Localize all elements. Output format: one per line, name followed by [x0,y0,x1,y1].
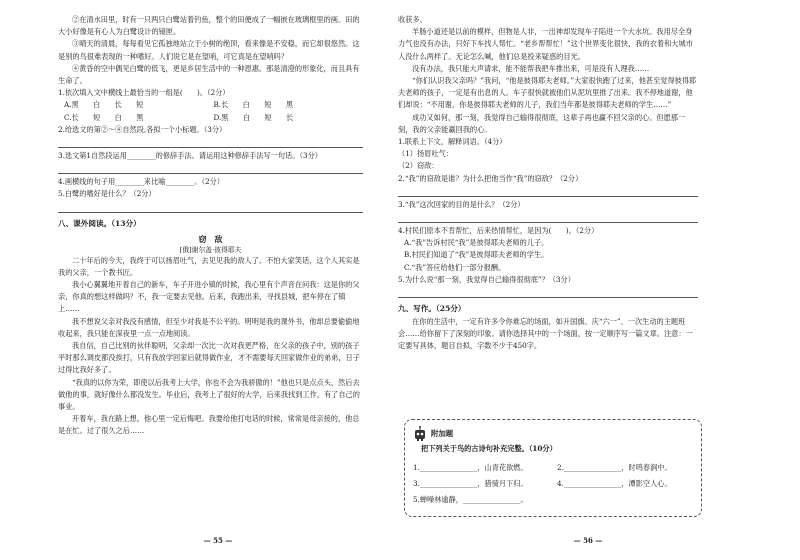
reading-question-2: 2.“我”的窃敌是谁？为什么把他当作“我”的窃敌？（2分） [398,173,583,183]
question-2: 2.给选文的第②～④自然段,各拟一个小标题。（3分） [58,124,227,134]
reading-question-1a: （1）扬眉吐气： [398,149,453,159]
bonus-instruction: 把下列关于鸟的古诗句补充完整。（10分） [421,444,557,453]
answer-line[interactable] [58,162,363,174]
story-paragraph: 羊肠小道还是以前的模样，但物是人非，一出神却发现车子陷进一个大水坑。我用尽全身力气也没有办法，只好下车找人帮忙。“老乡帮帮忙！”这个世界变化很快，我的衣着和大城市人没什么两样了。无论怎么喊，他们总是投来疑惑的目光。 [398,27,693,61]
story-paragraph: “你们认识我父亲吗？”我问，“他是彼得耶夫老师。”大家很快跑了过来，他甚至觉得彼得耶夫老师的孩子，一定是有出息的人。车子很快就被他们从泥坑里推了出来。我不停地道谢，他们却说：“不用谢，你是彼得耶夫老师的儿子，我们当年都是彼得耶夫老师的学生……” [398,76,697,110]
answer-line[interactable] [398,185,698,197]
question-1: 1.依次填入文中横线上最恰当的一组是( )。（2分） [58,88,230,98]
story-paragraph: “我真的以你为荣，即使以后我考上大学，你也不会为我骄傲的！”他也只是点点头，然后去做他的事，就好像什么都没发生。毕业后，我考上了很好的大学，后来我找到工作，有了自己的事业。 [58,377,360,412]
reading-question-1: 1.联系上下文，解释词语。（4分） [398,137,507,147]
story-paragraph: 没有办法，我只能大声请求，能不能帮我把车推出来，可是没有人理我…… [412,63,650,73]
option-a[interactable]: A.黑 白 长 短 [64,100,144,110]
answer-line[interactable] [398,286,698,298]
question-1-options [58,99,363,123]
passage-paragraph-3: ③晴天的清晨，每每看见它孤独地站立于小树的绝顶，看来像是不安稳，而它却很悠然。这是别的鸟很难表现的一种嗜好。人们说它是在望哨，可它真是在望哨吗？ [58,39,360,61]
passage-paragraph-4: ④黄昏的空中偶见白鹭的低飞，更是乡居生活中的一种恩惠。那是清澄的形象化，而且具有生命了。 [58,63,360,86]
story-paragraph: 我小心翼翼地开着自己的新车，车子开进小镇的时候，我心里有个声音在问我：这是你的父亲，你真的想这样做吗？不，我一定要去见他。后来，我跑出来，寻找县城，把车停在了镇上…… [58,280,360,314]
bonus-line-1[interactable]: 1.________________，山青花欲燃。 [413,463,528,472]
bonus-label: 附加题 [431,429,454,438]
page-number-right: — 56 — [573,536,603,545]
option-c[interactable]: C.长 短 白 黑 [64,112,144,122]
reading-question-3: 3.“我”这次回家的目的是什么？（2分） [398,199,525,209]
option-d[interactable]: D.黑 白 短 长 [213,112,294,122]
story-author: [俄]谢尔盖·彼得耶夫 [179,245,242,254]
story-continuation: 收获多。 [398,15,427,24]
story-paragraph: 成功又如何，那一刻，我觉得自己输得很彻底，这辈子再也赢不回父亲的心。但愿那一刻，我的父亲能赢回我的心。 [398,112,686,134]
reading-question-5: 5.为什么说“那一刻，我觉得自己输得很彻底”？（3分） [398,274,575,284]
reading-question-1b: （2）窃敌： [398,161,439,171]
reading-question-4: 4.村民们原本不肯帮忙，后来热情帮忙，是因为( )。（2分） [398,226,599,236]
right-column [398,14,698,353]
option-a[interactable]: A.“我”告诉村民“我”是彼得耶夫老师的儿子。 [404,238,549,248]
question-3: 3.选文第1自然段运用________的修辞手法。请运用这种修辞手法写一句话。（3分） [58,151,322,161]
page-number-left: — 55 — [203,536,233,545]
section-9-heading: 九、写作。（25分） [398,304,466,314]
story-paragraph: 我自信，自己比别的伙伴聪明，父亲却一次比一次对我更严格，在父亲的孩子中，别的孩子平时那么调皮都没挨打，只有我放学回家后就得做作业，才不需要每天回家做作业的弟弟，日子过得比我好多了。 [58,341,360,375]
bonus-line-5[interactable]: 5.蝉噪林逾静，________________。 [413,495,528,504]
robot-icon [413,426,427,442]
option-b[interactable]: B.村民们知道了“我”是彼得耶夫老师的学生。 [404,250,549,260]
passage-paragraph-2: ②在清水田里，时有一只两只白鹭站着钓鱼，整个的田便成了一幅嵌在玻璃框里的画。田的大小好像是有心人为白鹭设计的镜匣。 [58,15,360,37]
question-5: 5.白鹭的嗜好是什么？（2分） [58,189,156,199]
section-8-heading: 八、课外阅读。（13分） [58,218,141,228]
answer-line[interactable] [398,211,698,223]
question-4: 4.画横线的句子用________来比喻________。（2分） [58,177,224,187]
bonus-line-2[interactable]: 2.________________，时鸣春涧中。 [557,463,672,472]
answer-line[interactable] [58,136,363,148]
writing-prompt: 在你的生活中，一定有许多令你难忘的场面，如升国旗、庆“六一”、一次生动的主题班会……给你留下了深刻的印象。请你选择其中的一个场面，按一定顺序写一篇文章。注意：一定要写具体，题目自拟，字数不少于450字。 [398,317,693,351]
bonus-line-4[interactable]: 4.________________，潭影空人心。 [557,479,672,488]
option-b[interactable]: B.长 白 短 黑 [213,100,293,110]
option-c[interactable]: C.“我”答应给他们一部分报酬。 [404,262,506,272]
story-paragraph: 开着车，我在路上想，他心里一定后悔吧。我要给他打电话的时候，常常是母亲接的，他总是在忙。过了很久之后…… [58,414,360,436]
left-column [58,14,363,438]
story-title: 窃 敌 [198,233,223,244]
story-paragraph: 二十年后的今天，我终于可以扬眉吐气，去见见我的敌人了。不怕大家笑话，这个人其实是我的父亲，一个教书匠。 [58,255,360,277]
bonus-line-3[interactable]: 3.________________，猎骑月下归。 [413,479,528,488]
answer-line[interactable] [58,201,363,213]
story-paragraph: 我不想说父亲对我没有感情，但至少对我是不公平的。明明是我的课外书，他却总要偷偷地收起来，我只能在深夜里一点一点地阅读。 [58,316,360,338]
bonus-box [404,419,702,517]
